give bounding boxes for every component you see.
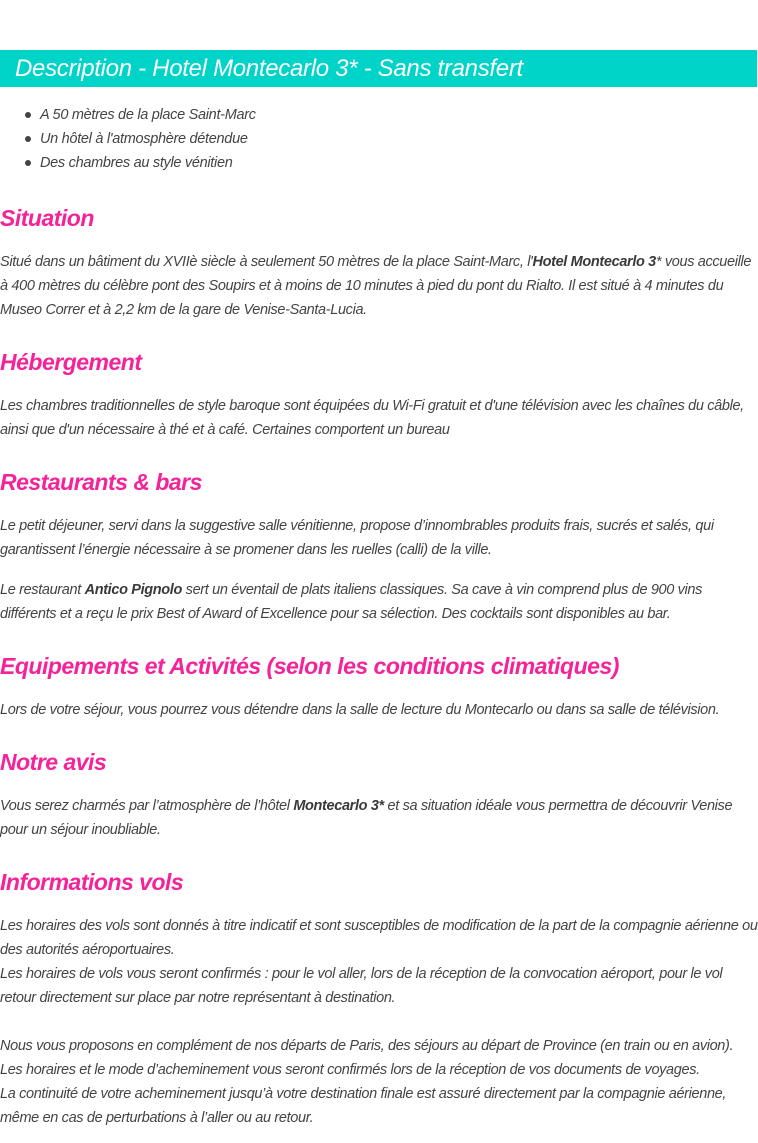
hotel-name: Hotel Montecarlo 3 bbox=[532, 254, 656, 270]
section-heading: Hébergement bbox=[0, 349, 142, 375]
text-segment: Le restaurant bbox=[0, 582, 85, 598]
highlight-text: Un hôtel à l'atmosphère détendue bbox=[40, 131, 248, 147]
section-heading: Notre avis bbox=[0, 749, 107, 775]
vols-text-block-1 bbox=[0, 914, 758, 1010]
situation-text bbox=[0, 250, 758, 322]
vols-line: Les horaires et le mode d’acheminement vous seront confirmés lors de la réception de vos documents de voyages. bbox=[0, 1062, 700, 1078]
highlight-item bbox=[0, 103, 256, 127]
text-segment: sert un éventail de plats italiens classiques. Sa cave à vin comprend plus de 900 vins différents et a reçu le prix Best of Award of Excellence pour sa sélection. Des cocktails sont disponibles au bar. bbox=[0, 582, 703, 622]
restaurant-name: Antico Pignolo bbox=[84, 582, 182, 598]
bullet-icon bbox=[25, 136, 31, 142]
text-segment: * vous accueille à 400 mètres du célèbre pont des Soupirs et à moins de 10 minutes à pied du pont du Rialto. Il est situé à 4 minutes du Museo Correr et à 2,2 km de la gare de Venise-Santa-Lucia. bbox=[0, 254, 752, 318]
page-title: Description - Hotel Montecarlo 3* - Sans transfert bbox=[15, 55, 523, 82]
section-heading: Situation bbox=[0, 205, 94, 231]
hotel-name: Montecarlo 3* bbox=[293, 798, 384, 814]
bullet-icon bbox=[25, 160, 31, 166]
section-avis bbox=[0, 746, 758, 842]
avis-text bbox=[0, 794, 758, 842]
section-equipements bbox=[0, 650, 758, 722]
vols-text-block-2 bbox=[0, 1034, 758, 1130]
description-banner bbox=[0, 50, 757, 87]
hebergement-text: Les chambres traditionnelles de style baroque sont équipées du Wi-Fi gratuit et d'une télévision avec les chaînes du câble, ainsi que d'un nécessaire à thé et à café. Certaines comportent un bureau bbox=[0, 398, 744, 438]
section-situation bbox=[0, 202, 758, 322]
text-segment: Situé dans un bâtiment du XVIIè siècle à seulement 50 mètres de la place Saint-Marc, l' bbox=[0, 254, 533, 270]
section-heading: Restaurants & bars bbox=[0, 469, 202, 495]
text-segment: et sa situation idéale vous permettra de découvrir Venise pour un séjour inoubliable. bbox=[0, 798, 733, 838]
section-heading: Equipements et Activités (selon les conditions climatiques) bbox=[0, 653, 619, 679]
text-segment: Vous serez charmés par l’atmosphère de l’hôtel bbox=[0, 798, 294, 814]
bullet-icon bbox=[25, 112, 31, 118]
highlights-list bbox=[0, 103, 256, 175]
highlight-text: Des chambres au style vénitien bbox=[40, 155, 233, 171]
vols-line: Les horaires de vols vous seront confirmés : pour le vol aller, lors de la réception de la convocation aéroport, pour le vol retour directement sur place par notre représentant à destination. bbox=[0, 966, 723, 1006]
vols-line: Nous vous proposons en complément de nos départs de Paris, des séjours au départ de Province (en train ou en avion). bbox=[0, 1038, 734, 1054]
section-hebergement bbox=[0, 346, 758, 442]
equipements-text: Lors de votre séjour, vous pourrez vous détendre dans la salle de lecture du Montecarlo ou dans sa salle de télévision. bbox=[0, 702, 720, 718]
highlight-text: A 50 mètres de la place Saint-Marc bbox=[40, 107, 256, 123]
vols-line: La continuité de votre acheminement jusqu’à votre destination finale est assuré directement par la compagnie aérienne, même en cas de perturbations à l’aller ou au retour. bbox=[0, 1086, 727, 1126]
vols-line: Les horaires des vols sont donnés à titre indicatif et sont susceptibles de modification de la part de la compagnie aérienne ou des autorités aéroportuaires. bbox=[0, 918, 758, 958]
restaurants-text-1: Le petit déjeuner, servi dans la suggestive salle vénitienne, propose d’innombrables produits frais, sucrés et salés, qui garantissent l’énergie nécessaire à se promener dans les ruelles (calli) de la ville. bbox=[0, 518, 714, 558]
highlight-item bbox=[0, 151, 256, 175]
section-heading: Informations vols bbox=[0, 869, 184, 895]
section-vols bbox=[0, 866, 758, 1130]
section-restaurants bbox=[0, 466, 758, 626]
restaurants-text-2 bbox=[0, 578, 758, 626]
highlight-item bbox=[0, 127, 256, 151]
